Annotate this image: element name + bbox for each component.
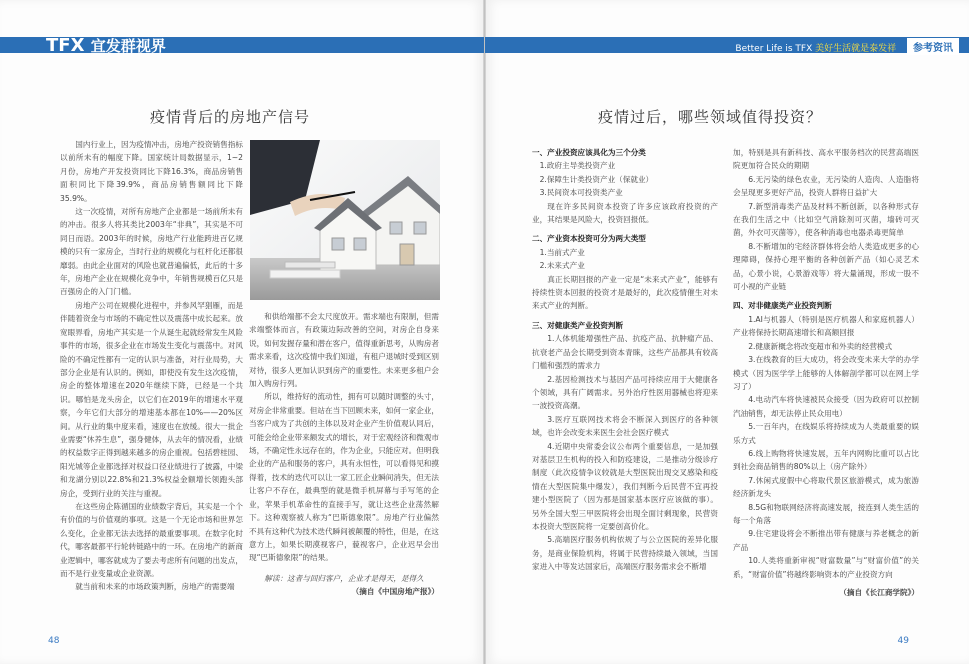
paragraph: 在这些房企陈循国的业绩数字背后，其实是一个个有价值的与价值观的事项。这是一个无论市场和世界怎么变化，企业都无法去选择的最重要事项。在数字化时代，哪客最都平行轮转链路中的一环。在房地产的新商业逻辑中，哪客就成为了要去考虑所有问题的出发点，而不是行业变量或企业资源。 xyxy=(60,501,243,578)
paragraph: 6.无污染的绿色农业，无污染的人造肉、人造脂将会呈现更多更好产品，投资人群将日益扩大 xyxy=(733,174,919,198)
paragraph: 2.基因检测技术与基因产品可持续应用于大健康各个领域，具有广阔需求。另外治疗性医用器械也将迎来一波投资高潮。 xyxy=(532,374,718,411)
page-number-left: 48 xyxy=(48,636,60,646)
paragraph: 和供给端都不会太尺度放开。需求端也有限制，但需求端整体而言，有政策边际改善的空间，对房企自身来说，如何发握存量和潜在客户，值得重新思考，从购房者需求来看，这次疫情中我们知道，有租户退城时受到区别对待，很多人更加认识到房产的重要性。未来更多租户会加入购房行列。 xyxy=(249,312,439,389)
right-column-2 xyxy=(733,146,919,581)
paragraph: 5.高端医疗服务机构依规了与公立医院的差异化服务，是商业保险机构，将属于民营持续最入领域，当国家进入中等发达国家后，高端医疗服务需求会不断增 xyxy=(532,535,718,572)
tagline-cn: 美好生活就是泰发祥 xyxy=(815,44,897,54)
brand-cn: 宜发群视界 xyxy=(90,37,166,55)
paragraph: 加，特别是具有新科技、高水平服务档次的民营高端医院更加符合民众的期期 xyxy=(733,148,919,171)
right-column-1 xyxy=(532,146,718,574)
paragraph: 国内行业上，因为疫情冲击，房地产投资销售指标以前所未有的幅度下降。国家统计局数据显示，1~2月份，房地产开发投资同比下降16.3%，商品房销售面积同比下降39.9%，商品房销售额同比下降35.9%。 xyxy=(60,140,243,203)
section-heading: 三、对健康类产业投资判断 xyxy=(532,320,624,330)
list-item: 3.民间资本可投资类产业 xyxy=(539,188,623,198)
paragraph: 真正长期回报的产业一定是“未来式产业”，能够有持续性资本回报的投资才是最好的，此次疫情催生对未来式产业的判断。 xyxy=(532,274,718,311)
section-heading: 四、对非健康类产业投资判断 xyxy=(733,301,832,311)
paragraph: 2.健康新概念将改变超市和外卖的经营模式 xyxy=(748,341,893,351)
paragraph: 4.电动汽车将快速被民众接受（因为政府可以控制汽油销售，却无法停止民众用电） xyxy=(733,395,919,418)
paragraph: 7.休闲式度假中心将取代景区旅游模式，成为旅游经济新龙头 xyxy=(733,475,919,499)
paragraph: 就当前和未来的市场政策判断，房地产的需要端 xyxy=(75,582,235,592)
paragraph: 房地产公司在规模化进程中，并参风罕猖雁，而是伴随着资金与市场的不确定性以及震荡中成长起来。放宽眼界看，房地产其实是一个从诞生起就经常发生风险事件的市场，很多企业在市场发生变化与震荡中。对风险的不确定性都有一定的认识与准备，对行业局势，大部分企业是有认识的。例如，即使没有发生这次疫情，房企的整体增速在2020年继续下降，已经是一个共识。哪怕是龙头房企，以它们在2019年的增速水平观察，今年它们大部分的增速基本都在10%——20%区间。从行业的集中度来看，速度也在放缓。很大一批企业需要“休养生息”，强身健体，从去年的情况看，业绩的权益数字正得到越来越多的房企重视。包括碧桂园、阳光城等企业都选择对权益口径业绩进行了披露，中梁和龙湖分别以22.8%和21.3%权益金额增长领跑头部房企，受到行业的关注与重视。 xyxy=(60,300,243,498)
brand-logo xyxy=(46,35,166,56)
right-footer xyxy=(733,586,919,599)
left-source: （摘自《中国房地产报》） xyxy=(351,587,439,597)
paragraph: 1.人体机能增强性产品、抗疫产品、抗肿瘤产品、抗衰老产品会长期受到资本青睐，这些产品都具有较高门槛和强烈的需求力 xyxy=(532,334,718,371)
paragraph: 5.一百年内，在线娱乐将持续成为人类最重要的娱乐方式 xyxy=(733,422,919,445)
list-item: 2.保障生计类投资产业（保就业） xyxy=(539,174,654,184)
section-tag: 参考资讯 xyxy=(907,38,959,55)
paragraph: 3.医疗互联网技术将会不断深入到医疗的各种领域，也许会改变未来医生会社会医疗模式 xyxy=(532,414,718,438)
left-article-title: 疫情背后的房地产信号 xyxy=(150,108,311,126)
paragraph: 9.住宅建设将会不断推出带有健康与养老概念的新产品 xyxy=(733,529,919,552)
list-item: 2.未来式产业 xyxy=(539,261,585,271)
left-column-2 xyxy=(249,310,439,565)
paragraph: 1.AI与机器人（特别是医疗机器人和家庭机器人）产业将保持长期高速增长和高额回报 xyxy=(733,314,919,338)
brand-tfx: TFX xyxy=(46,35,85,56)
left-column-1 xyxy=(60,138,243,594)
section-heading: 二、产业资本投资可分为两大类型 xyxy=(532,234,646,244)
list-item: 1.政府主导类投资产业 xyxy=(539,161,616,171)
paragraph: 8.5G和物联网经济将高速发展，接连到人类生活的每一个角落 xyxy=(733,502,919,525)
header-right xyxy=(735,38,959,55)
page-number-right: 49 xyxy=(897,636,909,646)
right-source: （摘自《长江商学院》） xyxy=(839,588,919,597)
house-model-photo xyxy=(250,140,440,300)
paragraph: 现在许多民间资本投资了许多应该政府投资的产业，其结果是风险大，投资回报低。 xyxy=(532,201,718,225)
paragraph: 10.人类将重新审视“财富数量”与“财富价值”的关系，“财富价值”将越终影响资本的产业投资方向 xyxy=(733,556,919,579)
paragraph: 8.不断增加的宅经济群体将会给人类造成更多的心理障碍，保持心理平衡的各种创新产品（如心灵艺术品，心景小说，心景游戏等）将大量涌现，形成一股不可小视的产业链 xyxy=(733,241,919,292)
section-heading: 一、产业投资应该具化为三个分类 xyxy=(532,148,646,157)
paragraph: 3.在线教育的巨大成功，将会改变未来大学的办学模式（因为医学学上能够的人体解剖学都可以在网上学习了） xyxy=(733,355,919,391)
edit-note: 解读：这者与回归客户，企业才是得天，是得久 xyxy=(264,574,424,583)
left-footer xyxy=(249,572,439,599)
paragraph: 4.近期中央常委会议公布两个重要信息，一是加强对基层卫生机构的投入和防疫建设，二是推动分级诊疗制度（此次疫情争议较就是大型医院出现交叉感染和疫情在大型医院集中爆发），我们判断今后民营不宜再投建小型医院了（因为那是国家基本医疗应该做的事）。另外全国大型三甲医院将会出现全面讨剩现象，民营资本投资大型医院将一定要创高价化。 xyxy=(532,441,718,531)
tagline-en: Better Life is TFX xyxy=(735,44,813,54)
list-item: 1.当前式产业 xyxy=(539,247,585,257)
right-article-title: 疫情过后，哪些领域值得投资？ xyxy=(598,108,823,126)
paragraph: 所以，维持好的流动性，拥有可以随时调整的头寸，对房企非常重要。但站在当下回顾未来，如何一家企业，当客户成为了共创的主体以及对企业产生价值观认同后，可能会给企业带来额发式的增长，对于宏观经济和微观市场，不确定性永远存在的，作为企业，只能应对。但明我企业的产品和服务的客户，具有永恒性，可以看得见和摸得着，技术的迭代可以让一家工匠企业瞬间消失，但无法让客户不存在，最典型的就是微手机屏幕与手写笔的企业，苹果手机革命性的直接手写，就让这些企业荡然解下。这种观察被人称为“巴斯德象限”。房地产行业偏然不具有这种代为技术迭代瞬间被颠覆的特性，但是，在这意方上，如果长期漠视客户，藐视客户，企业迟早会出现“巴斯德象限”的结果。 xyxy=(249,392,439,563)
paragraph: 7.新型消毒类产品及材料不断创新，以各种形式存在我们生活之中（比如空气消除剂可灭菌，墙砖可灭菌，外衣可灭菌等），使各种消毒也电器杀毒更简单 xyxy=(733,201,919,238)
paragraph: 这一次疫情，对所有房地产企业都是一场前所未有的冲击。很多人将其类比2003年“非典”，其实是不可同日而语。2003年的时候，房地产行业能跨进百亿规模的只有一家房企，当时行业的规模化与杠杆化还都很靡弱。由此企业面对的风险也就普遍偏低，此后的十多年，房地产企业在规模化竞争中，年销售规模百亿只是百强房企的入门门槛。 xyxy=(60,207,243,297)
paragraph: 6.线上购物将快速发展，五年内网购比重可以占比到社会商品销售的80%以上（房产除外） xyxy=(733,448,919,472)
book-spine xyxy=(483,0,486,664)
